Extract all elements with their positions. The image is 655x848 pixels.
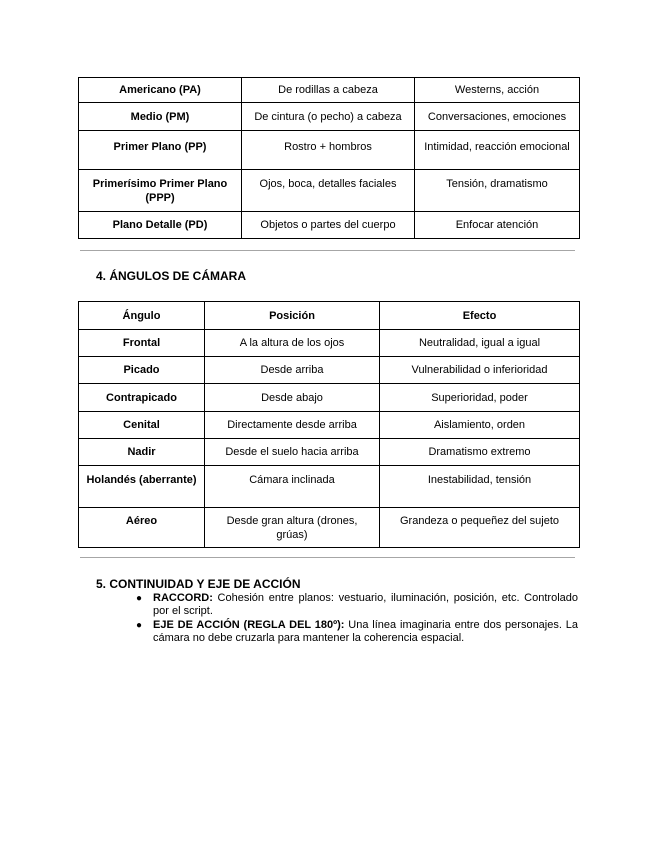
angulo-posicion: Desde gran altura (drones, grúas) [205, 508, 380, 548]
table-header-row [79, 302, 580, 330]
section-4-heading: 4. ÁNGULOS DE CÁMARA [96, 269, 247, 283]
table-row [79, 212, 580, 239]
list-item [96, 619, 578, 645]
plano-uso: Tensión, dramatismo [415, 170, 580, 212]
angulos-table [78, 301, 580, 548]
col-header-efecto: Efecto [380, 302, 580, 330]
table-row [79, 357, 580, 384]
angulo-name: Frontal [79, 330, 205, 357]
angulo-name: Cenital [79, 412, 205, 439]
angulo-efecto: Aislamiento, orden [380, 412, 580, 439]
table-row [79, 103, 580, 131]
plano-name: Primer Plano (PP) [79, 131, 242, 170]
angulo-posicion: Desde arriba [205, 357, 380, 384]
plano-encuadre: Objetos o partes del cuerpo [242, 212, 415, 239]
plano-encuadre: Ojos, boca, detalles faciales [242, 170, 415, 212]
angulo-name: Holandés (aberrante) [79, 466, 205, 508]
plano-uso: Westerns, acción [415, 78, 580, 103]
angulo-efecto: Vulnerabilidad o inferioridad [380, 357, 580, 384]
plano-name: Plano Detalle (PD) [79, 212, 242, 239]
plano-name: Americano (PA) [79, 78, 242, 103]
raccord-text: Cohesión entre planos: vestuario, iluminación, posición, etc. Controlado por el script. [153, 592, 578, 617]
section-5-heading: 5. CONTINUIDAD Y EJE DE ACCIÓN [96, 577, 301, 591]
bullet-icon: ● [136, 593, 143, 604]
table-row [79, 508, 580, 548]
plano-name: Medio (PM) [79, 103, 242, 131]
divider [80, 557, 575, 558]
table-row [79, 131, 580, 170]
angulo-name: Contrapicado [79, 384, 205, 412]
table-row [79, 78, 580, 103]
bullet-icon: ● [136, 620, 143, 631]
table-row [79, 170, 580, 212]
eje-term: EJE DE ACCIÓN (REGLA DEL 180º): [153, 619, 345, 631]
angulo-posicion: Desde abajo [205, 384, 380, 412]
angulo-name: Picado [79, 357, 205, 384]
angulo-posicion: Desde el suelo hacia arriba [205, 439, 380, 466]
continuidad-list [96, 592, 578, 646]
angulo-efecto: Neutralidad, igual a igual [380, 330, 580, 357]
col-header-angulo: Ángulo [79, 302, 205, 330]
angulo-efecto: Inestabilidad, tensión [380, 466, 580, 508]
raccord-term: RACCORD: [153, 592, 213, 604]
plano-encuadre: De cintura (o pecho) a cabeza [242, 103, 415, 131]
table-row [79, 439, 580, 466]
table-row [79, 466, 580, 508]
angulo-posicion: Directamente desde arriba [205, 412, 380, 439]
table-row [79, 330, 580, 357]
angulo-efecto: Grandeza o pequeñez del sujeto [380, 508, 580, 548]
eje-text: Una línea imaginaria entre dos personajes. La cámara no debe cruzarla para mantener la coherencia espacial. [153, 619, 578, 644]
plano-name: Primerísimo Primer Plano (PPP) [79, 170, 242, 212]
angulo-name: Nadir [79, 439, 205, 466]
plano-uso: Intimidad, reacción emocional [415, 131, 580, 170]
plano-uso: Conversaciones, emociones [415, 103, 580, 131]
plano-uso: Enfocar atención [415, 212, 580, 239]
table-row [79, 412, 580, 439]
col-header-posicion: Posición [205, 302, 380, 330]
plano-encuadre: Rostro + hombros [242, 131, 415, 170]
plano-encuadre: De rodillas a cabeza [242, 78, 415, 103]
angulo-posicion: A la altura de los ojos [205, 330, 380, 357]
angulo-posicion: Cámara inclinada [205, 466, 380, 508]
angulo-efecto: Superioridad, poder [380, 384, 580, 412]
list-item [96, 592, 578, 618]
planos-table [78, 77, 580, 239]
angulo-name: Aéreo [79, 508, 205, 548]
angulo-efecto: Dramatismo extremo [380, 439, 580, 466]
table-row [79, 384, 580, 412]
divider [80, 250, 575, 251]
